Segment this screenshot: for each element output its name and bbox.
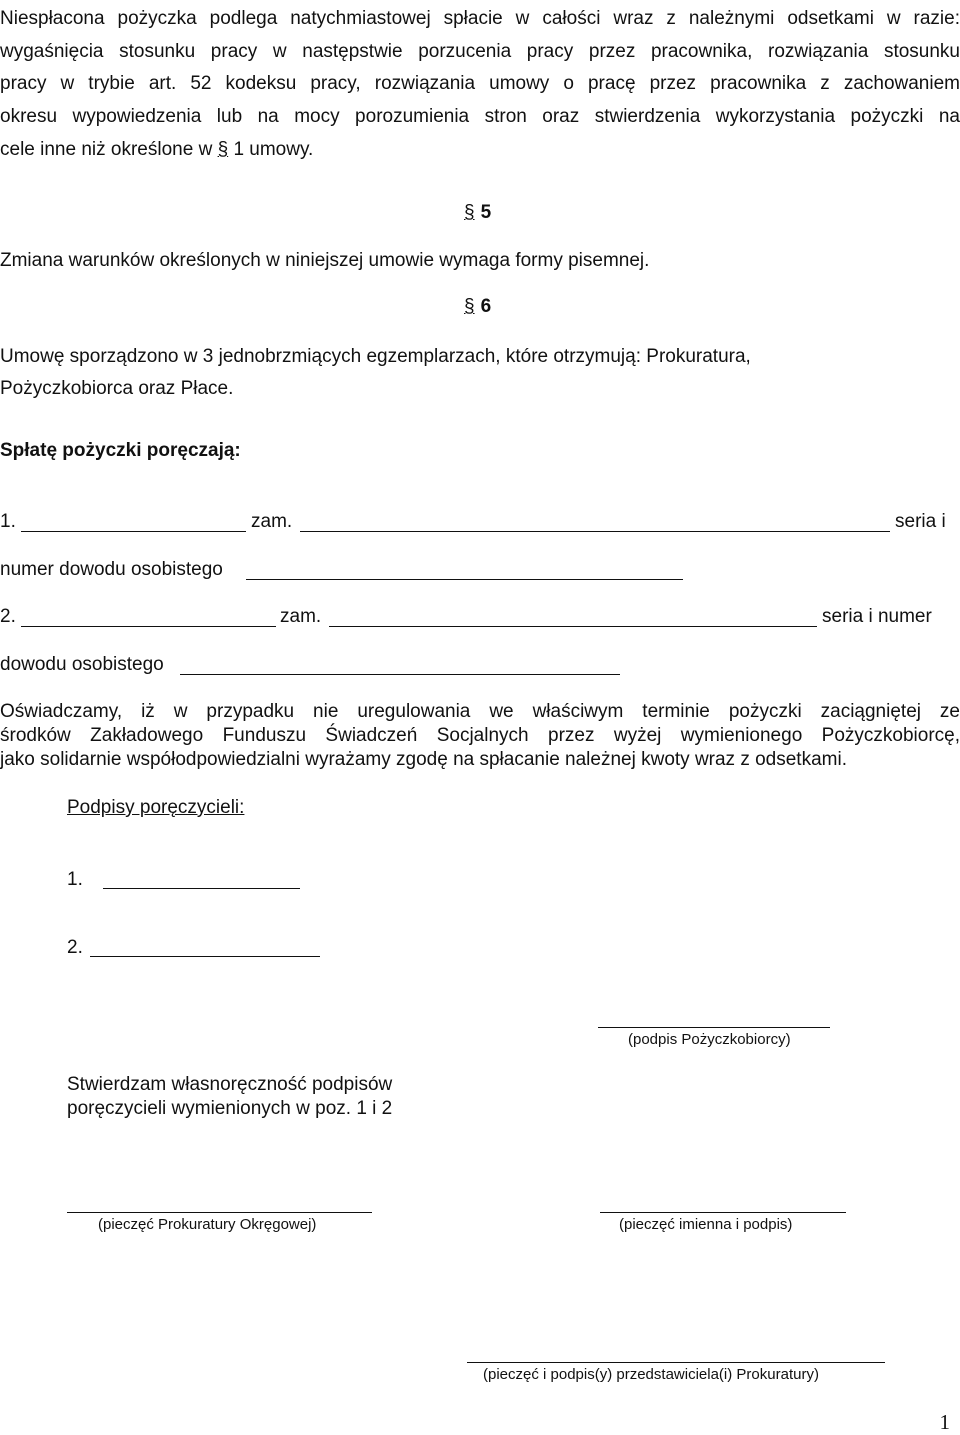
stamp-name-line — [600, 1212, 846, 1213]
confirm-line-1: Stwierdzam własnoręczność podpisów — [67, 1074, 393, 1095]
guarantor-2-address-line — [329, 626, 817, 627]
guarantor-1-address-line — [300, 531, 890, 532]
para1-line-4: okresu wypowiedzenia lub na mocy porozumienia stron oraz stwierdzenia wykorzystania pożyczki na — [0, 106, 960, 127]
section-sign: § — [217, 139, 229, 160]
stamp-representative-caption: (pieczęć i podpis(y) przedstawiciela(i) Prokuratury) — [483, 1366, 819, 1383]
section-sign: § — [464, 296, 475, 317]
guarantor-2-tail: seria i numer — [822, 606, 932, 627]
guarantor-2-id-label: dowodu osobistego — [0, 654, 164, 675]
guarantors-heading: Spłatę pożyczki poręczają: — [0, 440, 241, 461]
declaration-line-3: jako solidarnie współodpowiedzialni wyrażamy zgodę na spłacanie należnej kwoty wraz z odsetkami. — [0, 749, 847, 770]
para1-line-5-text: cele inne niż określone w — [0, 139, 213, 160]
signature-2-line — [90, 956, 320, 957]
guarantor-2-name-line — [21, 626, 276, 627]
signature-1-line — [103, 888, 300, 889]
guarantor-1-num: 1. — [0, 511, 16, 532]
stamp-representative-line — [467, 1362, 885, 1363]
para1-line-1: Niespłacona pożyczka podlega natychmiastowej spłacie w całości wraz z należnymi odsetkami w razie: — [0, 8, 960, 29]
page-number: 1 — [939, 1410, 950, 1434]
signatures-heading: Podpisy poręczycieli: — [67, 797, 245, 818]
signature-2-num: 2. — [67, 937, 83, 958]
section-6-heading — [464, 296, 491, 318]
guarantor-1-tail: seria i — [895, 511, 946, 532]
borrower-signature-line — [598, 1027, 830, 1028]
declaration-line-2: środków Zakładowego Funduszu Świadczeń Socjalnych przez wyżej wymienionego Pożyczkobiorcę, — [0, 725, 960, 746]
stamp-prosecution-line — [67, 1212, 372, 1213]
guarantor-2-zam-label: zam. — [280, 606, 322, 627]
guarantor-1-id-label: numer dowodu osobistego — [0, 559, 223, 580]
section-sign: § — [464, 202, 475, 223]
para1-line-5 — [0, 139, 313, 161]
stamp-name-caption: (pieczęć imienna i podpis) — [619, 1216, 793, 1233]
guarantor-2-id-line — [180, 674, 620, 675]
guarantor-2-num: 2. — [0, 606, 16, 627]
para1-line-3: pracy w trybie art. 52 kodeksu pracy, rozwiązania umowy o pracę przez pracownika z zachowaniem — [0, 73, 960, 94]
guarantor-1-id-line — [246, 579, 683, 580]
confirm-line-2: poręczycieli wymienionych w poz. 1 i 2 — [67, 1098, 393, 1119]
section-6-line-2: Pożyczkobiorca oraz Płace. — [0, 378, 234, 399]
borrower-signature-caption: (podpis Pożyczkobiorcy) — [628, 1031, 791, 1048]
section-number: 5 — [480, 202, 492, 223]
stamp-prosecution-caption: (pieczęć Prokuratury Okręgowej) — [98, 1216, 317, 1233]
guarantor-1-name-line — [21, 531, 246, 532]
para1-line-5-end: 1 umowy. — [233, 139, 314, 160]
declaration-line-1: Oświadczamy, iż w przypadku nie uregulowania we właściwym terminie pożyczki zaciągniętej ze — [0, 701, 960, 722]
section-5-text: Zmiana warunków określonych w niniejszej umowie wymaga formy pisemnej. — [0, 250, 650, 271]
section-number: 6 — [480, 296, 492, 317]
guarantor-1-zam-label: zam. — [251, 511, 293, 532]
section-6-line-1: Umowę sporządzono w 3 jednobrzmiących egzemplarzach, które otrzymują: Prokuratura, — [0, 346, 751, 367]
section-5-heading — [464, 202, 491, 224]
para1-line-2: wygaśnięcia stosunku pracy w następstwie porzucenia pracy przez pracownika, rozwiązania stosunku — [0, 41, 960, 62]
signature-1-num: 1. — [67, 869, 83, 890]
